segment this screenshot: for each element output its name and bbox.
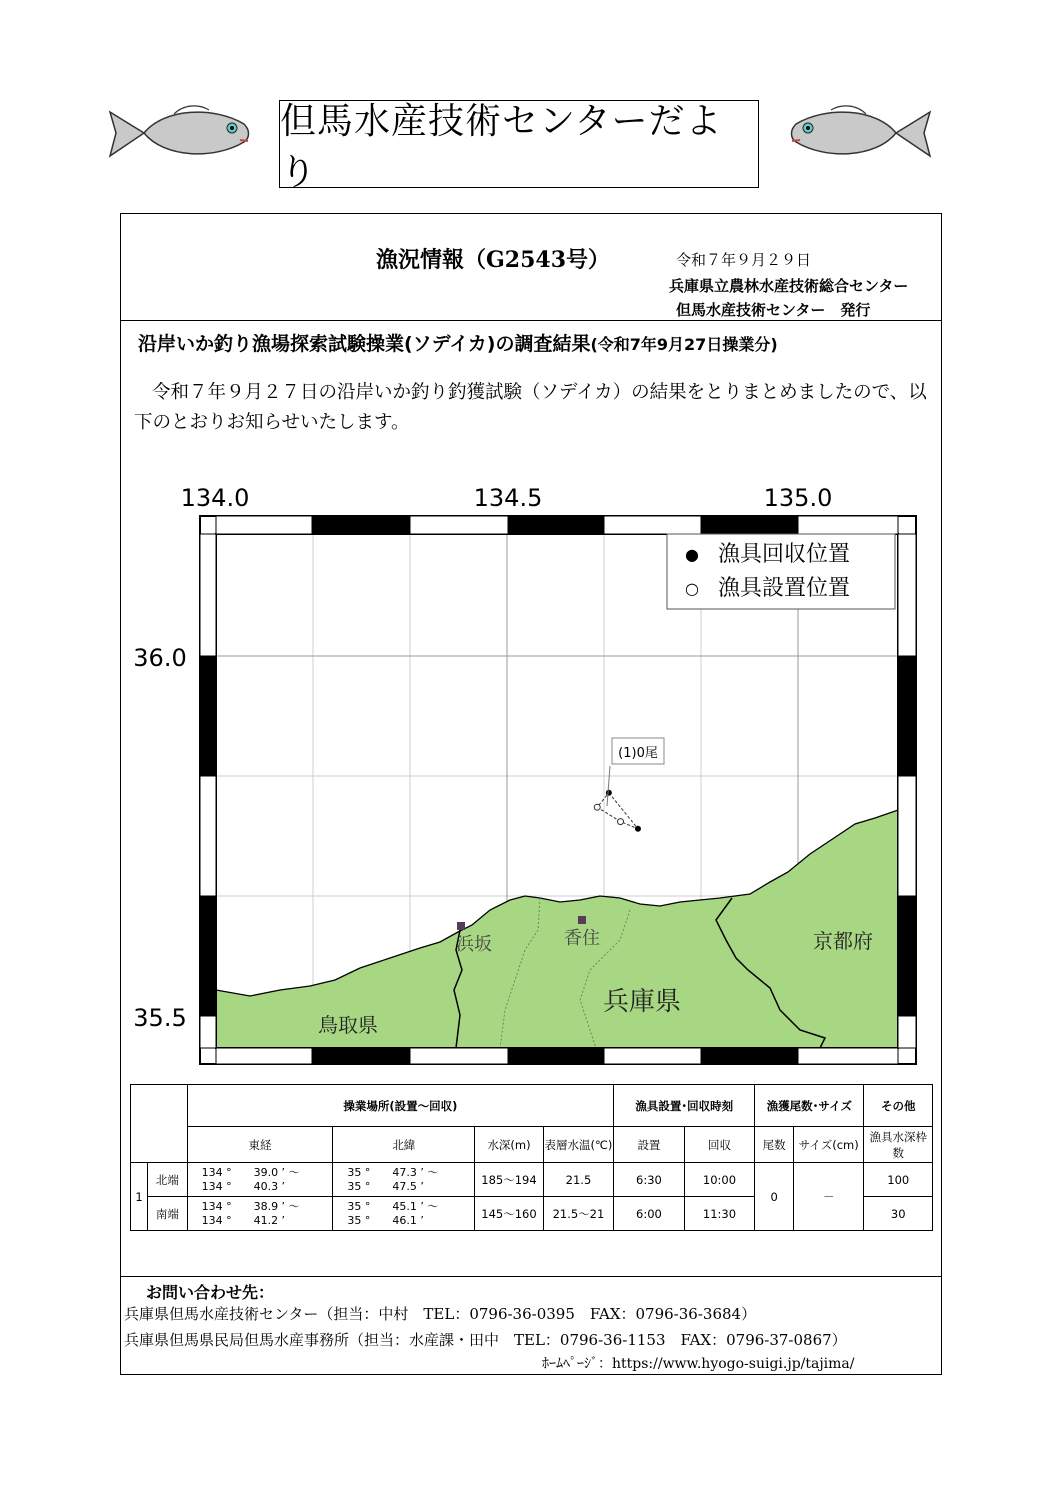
operation-track: [594, 790, 641, 832]
legend-symbol-retrieve: ●: [685, 545, 699, 564]
col-header-count: 尾数: [755, 1127, 794, 1163]
other-cell: 100: [864, 1163, 933, 1197]
lon-tick-label: 134.5: [473, 484, 543, 512]
issue-title: 漁況情報（G2543号）: [376, 247, 611, 273]
publisher-line-2: 但馬水産技術センター 発行: [676, 301, 871, 319]
lon-tick-label: 134.0: [180, 484, 250, 512]
legend-label-retrieve: 漁具回収位置: [718, 542, 851, 567]
port-label-hamasaka: 浜坂: [456, 934, 492, 955]
newsletter-title: 但馬水産技術センターだより: [279, 100, 759, 188]
col-header-area: 操業場所(設置～回収): [187, 1085, 614, 1127]
table-row: [131, 1163, 933, 1197]
set-position-point: [594, 804, 600, 810]
col-header-size: サイズ(cm): [793, 1127, 864, 1163]
port-marker: [457, 922, 465, 930]
depth-cell: 145～160: [475, 1197, 543, 1231]
results-table: [130, 1084, 933, 1231]
col-header-retrieve: 回収: [684, 1127, 755, 1163]
contact-heading: お問い合わせ先：: [146, 1283, 275, 1302]
region-label-hyogo: 兵庫県: [602, 987, 682, 1017]
port-marker: [578, 916, 586, 924]
set-position-point: [617, 819, 623, 825]
divider: [121, 320, 941, 321]
map-legend: [667, 534, 895, 609]
subject-main: 沿岸いか釣り漁場探索試験操業(ソデイカ)の調査結果: [138, 333, 591, 355]
legend-symbol-set: ○: [685, 579, 699, 598]
lat-cell: 35 ° 47.3 ’ ～ 35 ° 47.5 ’: [333, 1163, 475, 1197]
col-header-lon: 東経: [187, 1127, 333, 1163]
retrieve-position-point: [635, 826, 641, 832]
col-header-hooks: 漁具水深枠数: [864, 1127, 933, 1163]
lon-cell: 134 ° 39.0 ’ ～ 134 ° 40.3 ’: [187, 1163, 333, 1197]
homepage-link[interactable]: ﾎｰﾑﾍﾟｰｼﾞ：https://www.hyogo-suigi.jp/tajima/: [542, 1356, 855, 1372]
retrieve-position-point: [606, 790, 612, 796]
catch-label: (1)0尾: [618, 746, 658, 761]
fish-left-icon: [104, 100, 254, 166]
col-header-lat: 北緯: [333, 1127, 475, 1163]
divider: [121, 1276, 941, 1277]
subject-sub: (令和7年9月27日操業分): [590, 335, 778, 354]
temp-cell: 21.5～21: [543, 1197, 613, 1231]
station-number: 1: [131, 1163, 148, 1231]
catch-callout: [607, 738, 664, 806]
publisher-line-1: 兵庫県立農林水産技術総合センター: [669, 277, 909, 295]
other-cell: 30: [864, 1197, 933, 1231]
region-label-kyoto: 京都府: [813, 929, 873, 953]
set-time-cell: 6:00: [614, 1197, 684, 1231]
lat-cell: 35 ° 45.1 ’ ～ 35 ° 46.1 ’: [333, 1197, 475, 1231]
port-label-kasumi: 香住: [564, 928, 600, 949]
retrieve-time-cell: 11:30: [684, 1197, 755, 1231]
lon-cell: 134 ° 38.9 ’ ～ 134 ° 41.2 ’: [187, 1197, 333, 1231]
set-time-cell: 6:30: [614, 1163, 684, 1197]
lat-tick-label: 36.0: [133, 644, 187, 672]
depth-cell: 185～194: [475, 1163, 543, 1197]
legend-label-set: 漁具設置位置: [718, 576, 851, 601]
size-cell: －: [793, 1163, 864, 1231]
lat-tick-label: 35.5: [133, 1004, 187, 1032]
fishing-map: [120, 470, 930, 1070]
col-header-temp: 表層水温(℃): [543, 1127, 613, 1163]
count-cell: 0: [755, 1163, 794, 1231]
intro-paragraph: 令和７年９月２７日の沿岸いか釣り釣獲試験（ソデイカ）の結果をとりまとめましたので、以下のとおりお知らせいたします。: [134, 382, 927, 433]
contact-line-1: 兵庫県但馬水産技術センター（担当：中村 TEL：0796-36-0395 FAX：0796-36-3684）: [124, 1305, 757, 1323]
lon-tick-label: 135.0: [763, 484, 833, 512]
fish-right-icon: [786, 100, 936, 166]
row-end: 南端: [148, 1197, 187, 1231]
table-corner: [131, 1085, 188, 1163]
col-header-depth: 水深(m): [475, 1127, 543, 1163]
col-header-time: 漁具設置･回収時刻: [614, 1085, 755, 1127]
retrieve-time-cell: 10:00: [684, 1163, 755, 1197]
contact-line-2: 兵庫県但馬県民局但馬水産事務所（担当：水産課・田中 TEL：0796-36-1153 FAX：0796-37-0867）: [124, 1331, 847, 1349]
temp-cell: 21.5: [543, 1163, 613, 1197]
row-end: 北端: [148, 1163, 187, 1197]
col-header-catch: 漁獲尾数･サイズ: [755, 1085, 864, 1127]
subject-heading: [138, 329, 778, 356]
col-header-other: その他: [864, 1085, 933, 1127]
issue-date: 令和７年９月２９日: [676, 251, 812, 269]
region-label-tottori: 鳥取県: [318, 1013, 378, 1037]
col-header-set: 設置: [614, 1127, 684, 1163]
